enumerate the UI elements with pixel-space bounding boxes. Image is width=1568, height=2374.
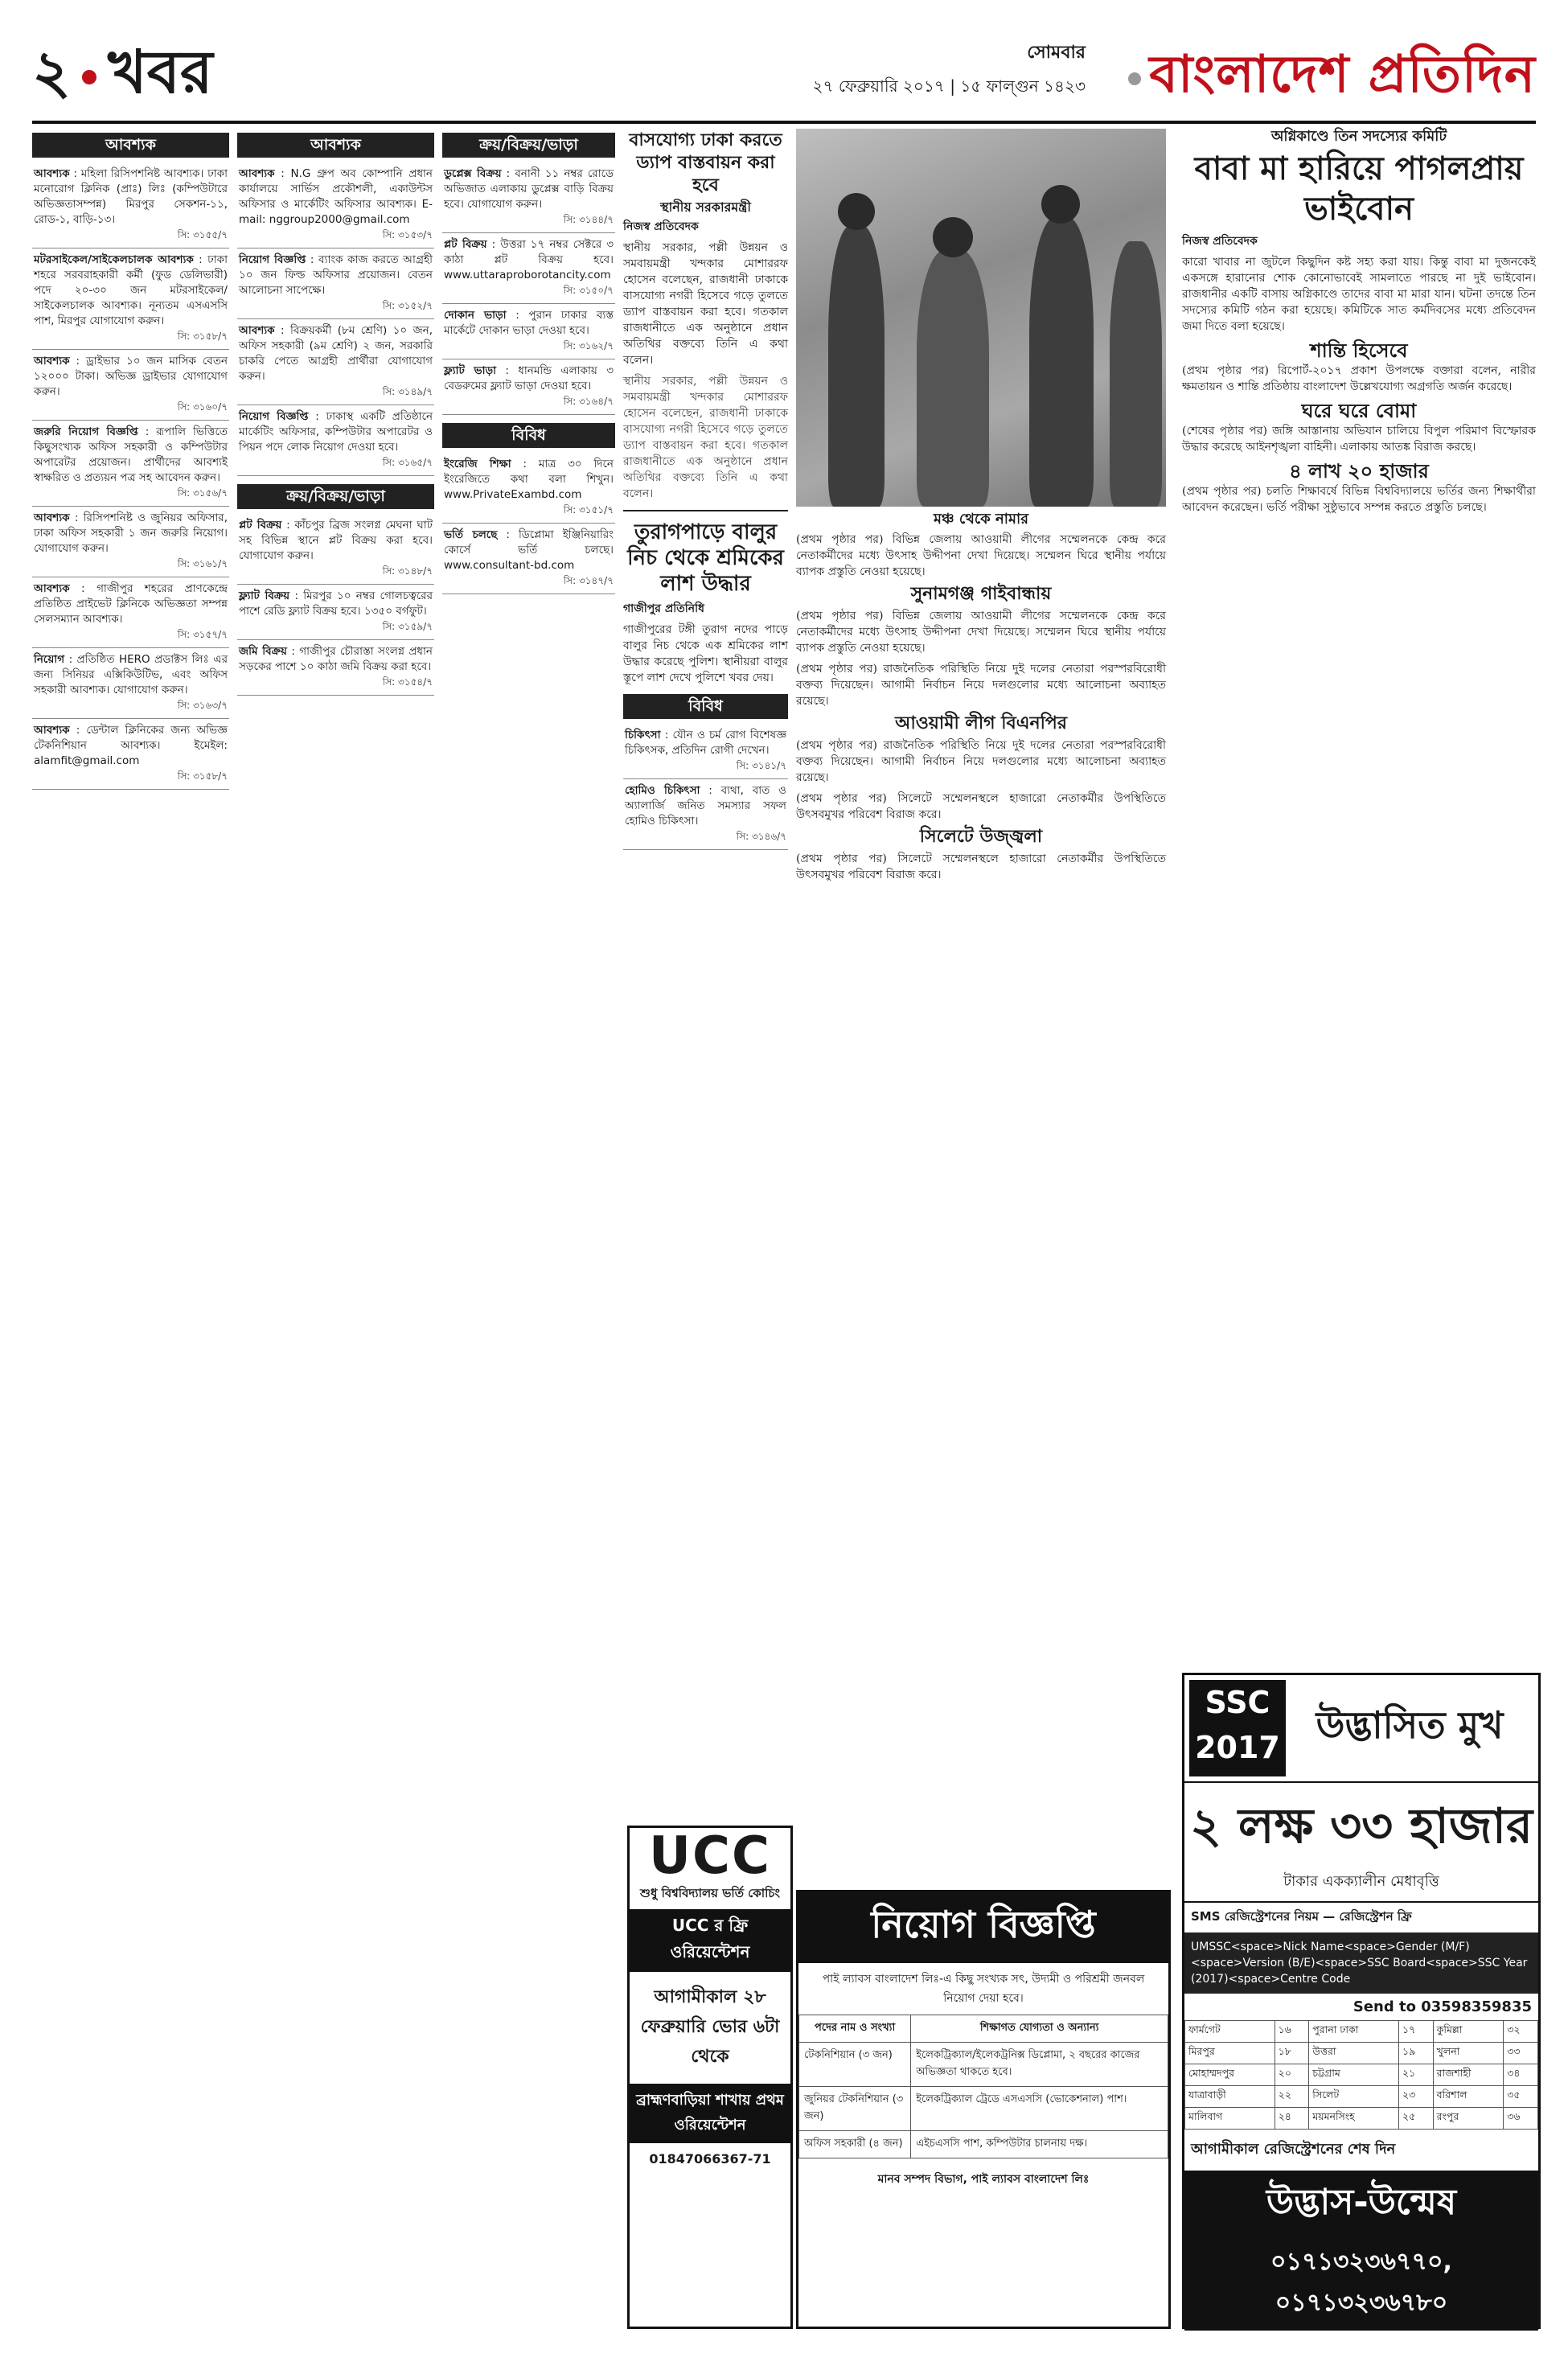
story-headline: তুরাগপাড়ে বালুর নিচ থেকে শ্রমিকের লাশ উদ্ধার [627, 520, 784, 596]
date-line: ২৭ ফেব্রুয়ারি ২০১৭ | ১৫ ফাল্গুন ১৪২৩ [812, 76, 1086, 96]
news-column-2 [796, 129, 1166, 888]
table-cell: ২৩ [1398, 2086, 1433, 2108]
category-header: ক্রয়/বিক্রয়/ভাড়া [442, 133, 615, 158]
ad-code: সি: ৩১৫৩/৭ [382, 229, 433, 240]
ad-code: সি: ৩১৬০/৭ [177, 401, 228, 413]
ad-lead: নিয়োগ বিজ্ঞপ্তি [239, 410, 309, 423]
classified-list [442, 162, 615, 415]
news-column-3 [1182, 129, 1536, 520]
ssc-footer-brand: উদ্ভাস-উন্মেষ [1184, 2171, 1538, 2239]
ad-code: সি: ৩১৫২/৭ [382, 300, 433, 311]
weekday: সোমবার [1027, 43, 1086, 63]
table-cell: মালিবাগ [1185, 2108, 1275, 2130]
ad-text: মাত্র ৩০ দিনে ইংরেজিতে কথা বলা শিখুন। www.PrivateExambd.com [444, 458, 614, 501]
table-row [1185, 2021, 1538, 2043]
ad-code: সি: ৩১৫৬/৭ [177, 487, 228, 499]
table-cell: পুরানা ঢাকা [1309, 2021, 1399, 2043]
ad-text: ঢাকাস্থ একটি প্রতিষ্ঠানে মার্কেটিং অফিসার, কম্পিউটার অপারেটর ও পিয়ন পদে লোক নিয়োগ দেওয়া হবে। [239, 410, 433, 454]
table-cell: ৩২ [1504, 2021, 1538, 2043]
lead-headline: বাবা মা হারিয়ে পাগলপ্রায় ভাইবোন [1194, 150, 1524, 228]
classified-ad: ফ্ল্যাট বিক্রয় : মিরপুর ১০ নম্বর গোলচত্বরের পাশে রেডি ফ্ল্যাট বিক্রয় হবে। ১৩৫০ বর্গফুট। সি: ৩১৫৯/৭ [237, 585, 434, 640]
story-body: (শেষের পৃষ্ঠার পর) জঙ্গি আস্তানায় অভিযান চালিয়ে বিপুল পরিমাণ বিস্ফোরক উদ্ধার করেছে আইনশৃঙ্খলা বাহিনী। এলাকায় আতঙ্ক বিরাজ করছে। [1182, 425, 1536, 454]
classified-ad: প্লট বিক্রয় : উত্তরা ১৭ নম্বর সেক্টরে ৩ কাঠা প্লট বিক্রয় হবে। www.uttaraproborotancity.com সি: ৩১৫০/৭ [442, 233, 615, 304]
story-body: (প্রথম পৃষ্ঠার পর) সিলেটে সম্মেলনস্থলে হাজারো নেতাকর্মীর উপস্থিতিতে উৎসবমুখর পরিবেশ বিরাজ করে। [796, 852, 1166, 881]
ad-lead: আবশ্যক [34, 582, 70, 595]
table-cell: ফার্মগেট [1185, 2021, 1275, 2043]
classified-ad: হোমিও চিকিৎসা : ব্যথা, বাত ও অ্যালার্জি জনিত সমস্যার সফল হোমিও চিকিৎসা। সি: ৩১৪৬/৭ [623, 779, 788, 850]
ad-lead: ইংরেজি শিক্ষা [444, 458, 511, 470]
table-cell: ১৯ [1398, 2043, 1433, 2064]
ad-text: গাজীপুর চৌরাস্তা সংলগ্ন প্রধান সড়কের পাশে ১০ কাঠা জমি বিক্রয় করা হবে। [239, 645, 433, 673]
classified-ad: জমি বিক্রয় : গাজীপুর চৌরাস্তা সংলগ্ন প্রধান সড়কের পাশে ১০ কাঠা জমি বিক্রয় করা হবে। সি: ৩১৫৪/৭ [237, 640, 434, 696]
classified-ad: ডুপ্লেক্স বিক্রয় : বনানী ১১ নম্বর রোডে অভিজাত এলাকায় ডুপ্লেক্স বাড়ি বিক্রয় হবে। যোগাযোগ করুন। সি: ৩১৪৪/৭ [442, 162, 615, 233]
news-column-1 [623, 129, 788, 850]
ad-code: সি: ৩১৫৯/৭ [382, 621, 433, 632]
ad-text: যৌন ও চর্ম রোগ বিশেষজ্ঞ চিকিৎসক, প্রতিদিন রোগী দেখেন। [625, 729, 787, 757]
classified-ad: আবশ্যক : ডেন্টাল ক্লিনিকের জন্য অভিজ্ঞ টেকনিশিয়ান আবশ্যক। ইমেইল: alamfit@gmail.com সি: ৩১৫৮/৭ [32, 719, 229, 790]
date-block [813, 39, 1086, 101]
table-cell: মিরপুর [1185, 2043, 1275, 2064]
table-cell: ইলেকট্রিক্যাল ট্রেডে এসএসসি (ভোকেশনাল) পাশ। [911, 2087, 1168, 2131]
story-headline: আওয়ামী লীগ বিএনপির [895, 713, 1067, 733]
classified-list [32, 162, 229, 790]
ad-lead: দোকান ভাড়া [444, 309, 507, 322]
ad-lead: আবশ্যক [34, 167, 70, 180]
newspaper-logo [1128, 35, 1536, 121]
ad-code: সি: ৩১৬২/৭ [563, 340, 614, 351]
ad-code: সি: ৩১৬৪/৭ [563, 396, 614, 407]
ssc-centre-table [1184, 2020, 1538, 2130]
table-cell: ময়মনসিংহ [1309, 2108, 1399, 2130]
ssc-phone: ০১৭১৩২৩৬৭৭০, ০১৭১৩২৩৬৭৮০ [1184, 2239, 1538, 2331]
classified-ad: আবশ্যক : N.G গ্রুপ অব কোম্পানি প্রধান কার্যালয়ে সার্ভিস প্রকৌশলী, একাউন্টস অফিসার ও মার্কেটিং অফিসার আবশ্যক। E-mail: nggroup2000@gmail.com সি: ৩১৫৩/৭ [237, 162, 434, 248]
classified-column-2 [237, 133, 434, 696]
masthead [32, 32, 1536, 124]
ad-phone: 01847066367-71 [649, 2151, 771, 2167]
table-cell: বরিশাল [1433, 2086, 1504, 2108]
ssc-sms-format: UMSSC<space>Nick Name<space>Gender (M/F)<space>Version (B/E)<space>SSC Board<space>SSC Year (2017)<space>Centre Code [1184, 1932, 1538, 1994]
section-name: খবর [108, 38, 213, 107]
story-headline: শান্তি হিসেবে [1310, 339, 1408, 362]
ad-code: সি: ৩১৪৭/৭ [563, 575, 614, 586]
table-cell: উত্তরা [1309, 2043, 1399, 2064]
table-cell: ৩৪ [1504, 2064, 1538, 2086]
ad-text: উত্তরা ১৭ নম্বর সেক্টরে ৩ কাঠা প্লট বিক্রয় হবে। www.uttaraproborotancity.com [444, 238, 614, 281]
classified-ad: ভর্তি চলছে : ডিপ্লোমা ইঞ্জিনিয়ারিং কোর্সে ভর্তি চলছে। www.consultant-bd.com সি: ৩১৪৭/৭ [442, 524, 615, 594]
classified-ad: দোকান ভাড়া : পুরান ঢাকার ব্যস্ত মার্কেটে দোকান ভাড়া দেওয়া হবে। সি: ৩১৬২/৭ [442, 304, 615, 359]
table-cell: রংপুর [1433, 2108, 1504, 2130]
table-cell: যাত্রাবাড়ী [1185, 2086, 1275, 2108]
table-header: শিক্ষাগত যোগ্যতা ও অন্যান্য [911, 2015, 1168, 2043]
table-cell: রাজশাহী [1433, 2064, 1504, 2086]
ad-text: রিসিপশনিষ্ট ও জুনিয়র অফিসার, ঢাকা অফিস সহকারী ১ জন জরুরি নিয়োগ। যোগাযোগ করুন। [34, 511, 228, 555]
story-body: কারো খাবার না জুটলে কিছুদিন কষ্ট সহ্য করা যায়। কিন্তু বাবা মা দুজনকেই একসঙ্গে হারানোর শোক কোনোভাবেই সামলাতে পারছে না দুই ভাইবোন। রাজধানীর একটি বাসায় অগ্নিকাণ্ডে তাদের বাবা মা মারা যান। ঘটনা তদন্তে তিন সদস্যের কমিটি গঠন করা হয়েছে। কমিটিকে সাত কর্মদিবসের মধ্যে প্রতিবেদন জমা দিতে বলা হয়েছে। [1182, 256, 1536, 333]
classified-ad: চিকিৎসা : যৌন ও চর্ম রোগ বিশেষজ্ঞ চিকিৎসক, প্রতিদিন রোগী দেখেন। সি: ৩১৪১/৭ [623, 724, 788, 779]
ad-banner: ব্রাহ্মণবাড়িয়া শাখায় প্রথম ওরিয়েন্টেশন [630, 2084, 790, 2143]
table-header: পদের নাম ও সংখ্যা [799, 2015, 911, 2043]
story-kicker: অগ্নিকাণ্ডে তিন সদস্যের কমিটি [1270, 128, 1447, 145]
ad-lead: জমি বিক্রয় [239, 645, 287, 658]
ad-code: সি: ৩১৫৫/৭ [177, 229, 228, 240]
job-notice-title: নিয়োগ বিজ্ঞপ্তি [798, 1892, 1168, 1963]
table-cell: ১৬ [1275, 2021, 1309, 2043]
ad-text: ডেন্টাল ক্লিনিকের জন্য অভিজ্ঞ টেকনিশিয়ান আবশ্যক। ইমেইল: alamfit@gmail.com [34, 724, 228, 767]
ad-lead: ফ্ল্যাট ভাড়া [444, 364, 497, 377]
ucc-coaching-ad [627, 1826, 793, 2329]
table-cell: অফিস সহকারী (৪ জন) [799, 2131, 911, 2158]
news-photo [796, 129, 1166, 507]
ad-text: গাজীপুর শহরের প্রাণকেন্দ্রে প্রতিষ্ঠিত প্রাইভেট ক্লিনিকে অভিজ্ঞতা সম্পন্ন সেলসম্যান আবশ্যক। [34, 582, 228, 626]
table-cell: জুনিয়র টেকনিশিয়ান (৩ জন) [799, 2087, 911, 2131]
newspaper-name: বাংলাদেশ প্রতিদিন [1149, 44, 1536, 105]
logo-dot-icon [1128, 72, 1141, 85]
classified-column-1 [32, 133, 229, 790]
ad-lead: ডুপ্লেক্স বিক্রয় [444, 167, 502, 180]
category-header: আবশ্যক [32, 133, 229, 158]
ad-text: প্রতিষ্ঠিত HERO প্রডাক্টস লিঃ এর জন্য সিনিয়র এক্সিকিউটিভ, এবং অফিস সহকারী আবশ্যক। যোগাযোগ করুন। [34, 653, 228, 696]
ad-code: সি: ৩১৬৫/৭ [382, 457, 433, 468]
classified-ad: নিয়োগ বিজ্ঞপ্তি : ঢাকাস্থ একটি প্রতিষ্ঠানে মার্কেটিং অফিসার, কম্পিউটার অপারেটর ও পিয়ন পদে লোক নিয়োগ দেওয়া হবে। সি: ৩১৬৫/৭ [237, 405, 434, 476]
story-body: (প্রথম পৃষ্ঠার পর) বিভিন্ন জেলায় আওয়ামী লীগের সম্মেলনকে কেন্দ্র করে নেতাকর্মীদের মধ্যে উৎসাহ উদ্দীপনা দেখা দিয়েছে। সম্মেলন ঘিরে স্থানীয় পর্যায়ে ব্যাপক প্রস্তুতি নেওয়া হয়েছে। (প্রথম পৃষ্ঠার পর) রাজনৈতিক পরিস্থিতি নিয়ে দুই দলের নেতারা পরস্পরবিরোধী বক্তব্য দিয়েছেন। আগামী নির্বাচন নিয়ে দলগুলোর মধ্যে আলোচনা অব্যাহত রয়েছে। [796, 610, 1166, 708]
ad-lead: জরুরি নিয়োগ বিজ্ঞপ্তি [34, 425, 138, 438]
classified-list [237, 162, 434, 476]
table-cell: ৩৫ [1504, 2086, 1538, 2108]
ad-lead: নিয়োগ [34, 653, 65, 666]
ad-text: রূপালি ভিত্তিতে কিছুসংখ্যক অফিস সহকারী ও কম্পিউটার অপারেটর প্রয়োজন। প্রার্থীদের আবশ্যই স্বাক্ষরিত ও প্রত্যয়ন পত্র সহ আবেদন করুন। [34, 425, 228, 484]
ad-lead: প্লট বিক্রয় [239, 519, 282, 532]
classified-ad: মটরসাইকেল/সাইকেলচালক আবশ্যক : ঢাকা শহরে সরবরাহকারী কর্মী (ফুড ডেলিভারী) পদে ২০-৩০ জন মটরসাইকেল/সাইকেলচালক আবশ্যক। নূন্যতম এসএসসি পাশ, মিরপুর যোগাযোগ করুন। সি: ৩১৫৮/৭ [32, 248, 229, 350]
classified-ad: ইংরেজি শিক্ষা : মাত্র ৩০ দিনে ইংরেজিতে কথা বলা শিখুন। www.PrivateExambd.com সি: ৩১৫১/৭ [442, 453, 615, 524]
table-row [799, 2043, 1168, 2087]
ad-text: মিরপুর ১০ নম্বর গোলচত্বরের পাশে রেডি ফ্ল্যাট বিক্রয় হবে। ১৩৫০ বর্গফুট। [239, 589, 433, 618]
ad-code: সি: ৩১৪৪/৭ [563, 214, 614, 225]
table-cell: ইলেকট্রিক্যাল/ইলেকট্রনিক্স ডিপ্লোমা, ২ বছরের কাজের অভিজ্ঞতা থাকতে হবে। [911, 2043, 1168, 2087]
ad-text: শুধু বিশ্ববিদ্যালয় ভর্তি কোচিং [640, 1886, 780, 1900]
classified-list [237, 514, 434, 696]
table-cell: এইচএসসি পাশ, কম্পিউটার চালনায় দক্ষ। [911, 2131, 1168, 2158]
story-byline: গাজীপুর প্রতিনিধি [623, 602, 705, 615]
ad-text: বিক্রয়কর্মী (৮ম শ্রেণি) ১০ জন, অফিস সহকারী (৯ম শ্রেণি) ২ জন, সরকারি চাকরি পেতে আগ্রহী প্রার্থীরা যোগাযোগ করুন। [239, 324, 433, 383]
story-body: (প্রথম পৃষ্ঠার পর) রিপোর্ট-২০১৭ প্রকাশ উপলক্ষে বক্তারা বলেন, নারীর ক্ষমতায়ন ও শান্তি প্রতিষ্ঠায় বাংলাদেশ উল্লেখযোগ্য অগ্রগতি অর্জন করেছে। [1182, 364, 1536, 393]
ssc-sms-title: SMS রেজিস্ট্রেশনের নিয়ম — রেজিস্ট্রেশন ফ্রি [1191, 1909, 1412, 1924]
story-byline: নিজস্ব প্রতিবেদক [1182, 235, 1258, 248]
story-body: গাজীপুরের টঙ্গী তুরাগ নদের পাড়ে বালুর নিচ থেকে এক শ্রমিকের লাশ উদ্ধার করেছে পুলিশ। স্থানীয়রা বালুর স্তূপে লাশ দেখে পুলিশে খবর দেয়। [623, 623, 788, 684]
table-cell: টেকনিশিয়ান (৩ জন) [799, 2043, 911, 2087]
ad-text: ধানমন্ডি এলাকায় ৩ বেডরুমের ফ্ল্যাট ভাড়া দেওয়া হবে। [444, 364, 614, 392]
category-header: বিবিধ [623, 694, 788, 719]
story-body: (প্রথম পৃষ্ঠার পর) চলতি শিক্ষাবর্ষে বিভিন্ন বিশ্ববিদ্যালয়ে ভর্তির জন্য শিক্ষার্থীরা আবেদন করেছেন। ভর্তি পরীক্ষা সুষ্ঠুভাবে সম্পন্ন করতে প্রস্তুতি চলছে। [1182, 485, 1536, 514]
story-headline: সুনামগঞ্জ গাইবান্ধায় [910, 583, 1052, 604]
ad-code: সি: ৩১৪৯/৭ [382, 386, 433, 397]
table-row [799, 2087, 1168, 2131]
ad-text: ড্রাইভার ১০ জন মাসিক বেতন ১২০০০ টাকা। অভিজ্ঞ ড্রাইভার যোগাযোগ করুন। [34, 355, 228, 398]
table-cell: ২৪ [1275, 2108, 1309, 2130]
ssc-subtitle: টাকার একক্যালীন মেধাবৃত্তি [1184, 1870, 1538, 1903]
table-cell: ২১ [1398, 2064, 1433, 2086]
ad-lead: ভর্তি চলছে [444, 528, 498, 541]
ad-text: কাঁচপুর ব্রিজ সংলগ্ন মেঘনা ঘাট সহ বিভিন্ন স্থানে প্লট বিক্রয় করা হবে। যোগাযোগ করুন। [239, 519, 433, 562]
classified-ad: আবশ্যক : বিক্রয়কর্মী (৮ম শ্রেণি) ১০ জন, অফিস সহকারী (৯ম শ্রেণি) ২ জন, সরকারি চাকরি পেতে আগ্রহী প্রার্থীরা যোগাযোগ করুন। সি: ৩১৪৯/৭ [237, 319, 434, 405]
table-row [1185, 2086, 1538, 2108]
ad-lead: আবশ্যক [34, 355, 70, 368]
ad-code: সি: ৩১৪৮/৭ [382, 565, 433, 577]
story-body: (প্রথম পৃষ্ঠার পর) রাজনৈতিক পরিস্থিতি নিয়ে দুই দলের নেতারা পরস্পরবিরোধী বক্তব্য দিয়েছেন। আগামী নির্বাচন নিয়ে দলগুলোর মধ্যে আলোচনা অব্যাহত রয়েছে। (প্রথম পৃষ্ঠার পর) সিলেটে সম্মেলনস্থলে হাজারো নেতাকর্মীর উপস্থিতিতে উৎসবমুখর পরিবেশ বিরাজ করে। [796, 739, 1166, 821]
story-headline: বাসযোগ্য ঢাকা করতে ড্যাপ বাস্তবায়ন করা হবে [629, 129, 782, 195]
ad-lead: হোমিও চিকিৎসা [625, 784, 700, 797]
ucc-logo: UCC [649, 1826, 771, 1886]
job-notice-ad [796, 1890, 1171, 2329]
ad-code: সি: ৩১৫১/৭ [563, 504, 614, 515]
ssc-send-number: Send to 03598359835 [1353, 1998, 1532, 2015]
table-cell: কুমিল্লা [1433, 2021, 1504, 2043]
ad-lead: মটরসাইকেল/সাইকেলচালক আবশ্যক [34, 253, 194, 266]
classified-ad: প্লট বিক্রয় : কাঁচপুর ব্রিজ সংলগ্ন মেঘনা ঘাট সহ বিভিন্ন স্থানে প্লট বিক্রয় করা হবে। যোগাযোগ করুন। সি: ৩১৪৮/৭ [237, 514, 434, 585]
ad-code: সি: ৩১৬৩/৭ [177, 700, 228, 711]
job-notice-intro: পাই ল্যাবস বাংলাদেশ লিঃ-এ কিছু সংখ্যক সৎ, উদ্যমী ও পরিশ্রমী জনবল নিয়োগ দেয়া হবে। [822, 1973, 1145, 2005]
job-table [798, 2015, 1168, 2158]
ad-lead: আবশ্যক [239, 167, 275, 180]
table-row [1185, 2108, 1538, 2130]
table-cell: ২২ [1275, 2086, 1309, 2108]
classified-list [442, 453, 615, 594]
job-notice-footer: মানব সম্পদ বিভাগ, পাই ল্যাবস বাংলাদেশ লিঃ [877, 2173, 1090, 2186]
ssc-scholarship-ad [1182, 1673, 1541, 2329]
ad-banner: UCC র ফ্রি ওরিয়েন্টেশন [630, 1909, 790, 1972]
story-headline: ৪ লাখ ২০ হাজার [1289, 459, 1429, 483]
page-number [32, 32, 213, 113]
story-body: স্থানীয় সরকার, পল্লী উন্নয়ন ও সমবায়মন্ত্রী খন্দকার মোশাররফ হোসেন বলেছেন, রাজধানী ঢাকাকে বাসযোগ্য নগরী হিসেবে গড়ে তুলতে ড্যাপ বাস্তবায়ন করা হবে। গতকাল রাজধানীতে এক অনুষ্ঠানে প্রধান অতিথির বক্তব্যে তিনি এ কথা বলেন। স্থানীয় সরকার, পল্লী উন্নয়ন ও সমবায়মন্ত্রী খন্দকার মোশাররফ হোসেন বলেছেন, রাজধানী ঢাকাকে বাসযোগ্য নগরী হিসেবে গড়ে তুলতে ড্যাপ বাস্তবায়ন করা হবে। গতকাল রাজধানীতে এক অনুষ্ঠানে প্রধান অতিথির বক্তব্যে তিনি এ কথা বলেন। [623, 241, 788, 500]
table-cell: ১৮ [1275, 2043, 1309, 2064]
classified-ad: জরুরি নিয়োগ বিজ্ঞপ্তি : রূপালি ভিত্তিতে কিছুসংখ্যক অফিস সহকারী ও কম্পিউটার অপারেটর প্রয়োজন। প্রার্থীদের আবশ্যই স্বাক্ষরিত ও প্রত্যয়ন পত্র সহ আবেদন করুন। সি: ৩১৫৬/৭ [32, 421, 229, 507]
ad-text: পুরান ঢাকার ব্যস্ত মার্কেটে দোকান ভাড়া দেওয়া হবে। [444, 309, 614, 337]
ad-text: মহিলা রিসিপশনিষ্ট আবশ্যক। ঢাকা মনোরোগ ক্লিনিক (প্রাঃ) লিঃ (কম্পিউটারে অভিজ্ঞতাসম্পন্ন) মিরপুর সেকশন-১১, রোড-১, বাড়ি-১৩। [34, 167, 228, 226]
story-headline: সিলেটে উজ্জ্বলা [919, 826, 1043, 847]
red-dot-icon [82, 70, 96, 84]
ad-code: সি: ৩১৫০/৭ [563, 285, 614, 296]
divider [623, 510, 788, 511]
table-row [1185, 2064, 1538, 2086]
category-header: বিবিধ [442, 423, 615, 448]
ssc-deadline: আগামীকাল রেজিস্ট্রেশনের শেষ দিন [1191, 2141, 1396, 2158]
classified-list [623, 724, 788, 850]
ad-text: N.G গ্রুপ অব কোম্পানি প্রধান কার্যালয়ে সার্ভিস প্রকৌশলী, একাউন্টস অফিসার ও মার্কেটিং অফিসার আবশ্যক। E-mail: nggroup2000@gmail.com [239, 167, 433, 226]
table-cell: ৩৬ [1504, 2108, 1538, 2130]
classified-ad: ফ্ল্যাট ভাড়া : ধানমন্ডি এলাকায় ৩ বেডরুমের ফ্ল্যাট ভাড়া দেওয়া হবে। সি: ৩১৬৪/৭ [442, 359, 615, 415]
table-cell: ৩৩ [1504, 2043, 1538, 2064]
ad-text: বনানী ১১ নম্বর রোডে অভিজাত এলাকায় ডুপ্লেক্স বাড়ি বিক্রয় হবে। যোগাযোগ করুন। [444, 167, 614, 211]
ad-code: সি: ৩১৪১/৭ [736, 760, 786, 771]
page-number-text: ২ [32, 38, 72, 107]
classified-ad: নিয়োগ বিজ্ঞপ্তি : ব্যাংক কাজ করতে আগ্রহী ১০ জন ফিল্ড অফিসার প্রয়োজন। বেতন আলোচনা সাপেক্ষে। সি: ৩১৫২/৭ [237, 248, 434, 319]
story-deck: স্থানীয় সরকারমন্ত্রী [660, 199, 751, 215]
story-headline: ঘরে ঘরে বোমা [1301, 399, 1417, 422]
classified-column-3 [442, 133, 615, 594]
ad-lead: নিয়োগ বিজ্ঞপ্তি [239, 253, 306, 266]
table-cell: সিলেট [1309, 2086, 1399, 2108]
classified-ad: আবশ্যক : রিসিপশনিষ্ট ও জুনিয়র অফিসার, ঢাকা অফিস সহকারী ১ জন জরুরি নিয়োগ। যোগাযোগ করুন। সি: ৩১৬১/৭ [32, 507, 229, 577]
table-cell: ১৭ [1398, 2021, 1433, 2043]
ad-text: আগামীকাল ২৮ ফেব্রুয়ারি ভোর ৬টা থেকে [640, 1987, 780, 2067]
classified-ad: আবশ্যক : ড্রাইভার ১০ জন মাসিক বেতন ১২০০০ টাকা। অভিজ্ঞ ড্রাইভার যোগাযোগ করুন। সি: ৩১৬০/৭ [32, 350, 229, 421]
table-cell: ২০ [1275, 2064, 1309, 2086]
ad-code: সি: ৩১৫৮/৭ [177, 770, 228, 782]
table-cell: চট্টগ্রাম [1309, 2064, 1399, 2086]
table-row [1185, 2043, 1538, 2064]
ssc-brand: উদ্ভাসিত মুখ [1316, 1703, 1504, 1747]
ad-text: ব্যাংক কাজ করতে আগ্রহী ১০ জন ফিল্ড অফিসার প্রয়োজন। বেতন আলোচনা সাপেক্ষে। [239, 253, 433, 297]
classified-ad: নিয়োগ : প্রতিষ্ঠিত HERO প্রডাক্টস লিঃ এর জন্য সিনিয়র এক্সিকিউটিভ, এবং অফিস সহকারী আবশ্যক। যোগাযোগ করুন। সি: ৩১৬৩/৭ [32, 648, 229, 719]
story-byline: নিজস্ব প্রতিবেদক [623, 220, 699, 233]
ad-code: সি: ৩১৫৭/৭ [177, 629, 228, 640]
category-header: ক্রয়/বিক্রয়/ভাড়া [237, 484, 434, 509]
ad-lead: আবশ্যক [34, 511, 70, 524]
table-row [799, 2131, 1168, 2158]
ad-lead: আবশ্যক [239, 324, 275, 337]
table-cell: ২৫ [1398, 2108, 1433, 2130]
ad-code: সি: ৩১৫৮/৭ [177, 331, 228, 342]
ad-text: ঢাকা শহরে সরবরাহকারী কর্মী (ফুড ডেলিভারী) পদে ২০-৩০ জন মটরসাইকেল/সাইকেলচালক আবশ্যক। নূন্যতম এসএসসি পাশ, মিরপুর যোগাযোগ করুন। [34, 253, 228, 327]
table-cell: মোহাম্মদপুর [1185, 2064, 1275, 2086]
story-body: (প্রথম পৃষ্ঠার পর) বিভিন্ন জেলায় আওয়ামী লীগের সম্মেলনকে কেন্দ্র করে নেতাকর্মীদের মধ্যে উৎসাহ উদ্দীপনা দেখা দিয়েছে। সম্মেলন ঘিরে স্থানীয় পর্যায়ে ব্যাপক প্রস্তুতি নেওয়া হয়েছে। [796, 533, 1166, 578]
table-cell: খুলনা [1433, 2043, 1504, 2064]
ad-lead: চিকিৎসা [625, 729, 661, 741]
classified-ad: আবশ্যক : গাজীপুর শহরের প্রাণকেন্দ্রে প্রতিষ্ঠিত প্রাইভেট ক্লিনিকে অভিজ্ঞতা সম্পন্ন সেলসম্যান আবশ্যক। সি: ৩১৫৭/৭ [32, 577, 229, 648]
ssc-badge: SSC 2017 [1189, 1680, 1286, 1776]
ad-code: সি: ৩১৪৬/৭ [736, 831, 786, 842]
ad-lead: আবশ্যক [34, 724, 70, 737]
classified-ad: আবশ্যক : মহিলা রিসিপশনিষ্ট আবশ্যক। ঢাকা মনোরোগ ক্লিনিক (প্রাঃ) লিঃ (কম্পিউটারে অভিজ্ঞতাসম্পন্ন) মিরপুর সেকশন-১১, রোড-১, বাড়ি-১৩। সি: ৩১৫৫/৭ [32, 162, 229, 248]
ad-lead: ফ্ল্যাট বিক্রয় [239, 589, 290, 602]
photo-caption: মঞ্চ থেকে নামার [933, 511, 1029, 528]
ad-code: সি: ৩১৫৪/৭ [382, 676, 433, 688]
ssc-amount: ২ লক্ষ ৩৩ হাজার [1189, 1798, 1533, 1854]
ad-code: সি: ৩১৬১/৭ [177, 558, 228, 569]
ad-text: ব্যথা, বাত ও অ্যালার্জি জনিত সমস্যার সফল হোমিও চিকিৎসা। [625, 784, 786, 828]
category-header: আবশ্যক [237, 133, 434, 158]
ad-lead: প্লট বিক্রয় [444, 238, 487, 251]
ad-text: ডিপ্লোমা ইঞ্জিনিয়ারিং কোর্সে ভর্তি চলছে। www.consultant-bd.com [444, 528, 614, 572]
